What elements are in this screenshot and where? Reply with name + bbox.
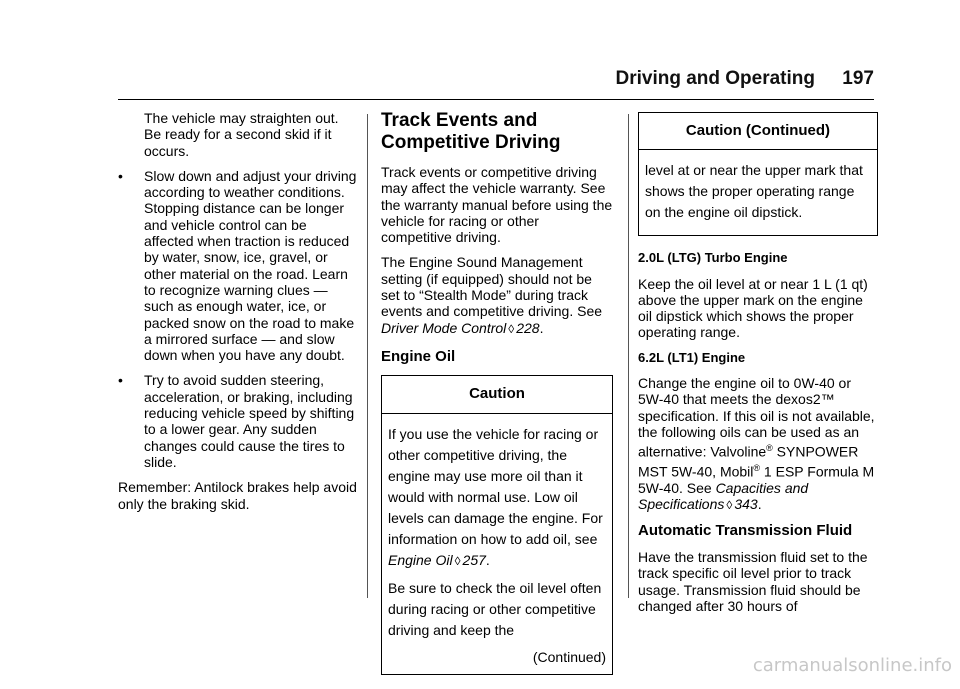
page-ref-icon: ◊ xyxy=(454,553,461,568)
lt1-engine-text: Change the engine oil to 0W-40 or 5W-40 that meets the dexos2™ specification. If this oil is not available, the following oils can be used as an alternative: Valvoline® SYNPOWER MST 5W-40, Mobil® 1 ESP Formula M 5W-40. See Capacities and Specifications ◊ 343. xyxy=(638,375,875,513)
registered-mark: ® xyxy=(753,463,761,474)
atf-text: Have the transmission fluid set to the track specific oil level prior to track usage. Transmission fluid should be changed after 30 hours of xyxy=(638,549,868,614)
capacities-link[interactable]: Capacities and Specifications xyxy=(638,480,809,513)
page-ref-icon: ◊ xyxy=(726,498,733,513)
page-ref-number[interactable]: 228 xyxy=(516,319,540,336)
watermark: carmanualsonline.info xyxy=(752,655,952,676)
driver-mode-control-link[interactable]: Driver Mode Control xyxy=(381,319,507,336)
ltg-engine-text: Keep the oil level at or near 1 L (1 qt) above the upper mark on the engine oil dipstick which shows the proper operating range. xyxy=(638,275,868,341)
continued-label: (Continued) xyxy=(532,648,606,665)
page-number: 197 xyxy=(842,68,874,89)
caution-text-2: Be sure to check the oil level often during racing or other competitive driving and keep the xyxy=(388,579,602,638)
engine-sound-text: The Engine Sound Management setting (if equipped) should not be set to “Stealth Mode” during track events and competitive driving. See Driver Mode Control ◊ 228. xyxy=(381,254,603,336)
caution-box xyxy=(381,375,613,674)
bullet-marker: • xyxy=(118,167,123,184)
page-ref-number[interactable]: 343 xyxy=(734,496,758,513)
list-item xyxy=(118,168,358,364)
bullet-text: Try to avoid sudden steering, acceleration, or braking, including reducing vehicle speed by shifting to a lower gear. Any sudden changes could cause the tires to slide. xyxy=(144,372,355,470)
skid-continuation-text: The vehicle may straighten out. Be ready for a second skid if it occurs. xyxy=(144,110,339,159)
caution-continued-text: level at or near the upper mark that shows the proper operating range on the engine oil dipstick. xyxy=(645,162,863,221)
header-rule xyxy=(118,99,874,100)
ltg-engine-heading: 2.0L (LTG) Turbo Engine xyxy=(638,250,788,266)
engine-oil-link[interactable]: Engine Oil xyxy=(388,551,453,568)
section-title: Driving and Operating xyxy=(615,68,816,89)
caution-text: If you use the vehicle for racing or other competitive driving, the engine may use more oil than it would with normal use. Low oil levels can damage the engine. For information on how to add oil, see Engine Oil ◊ 257. xyxy=(388,425,603,568)
page-ref-number[interactable]: 257 xyxy=(462,551,486,568)
page-ref-icon: ◊ xyxy=(508,321,515,336)
column-divider-1 xyxy=(367,114,368,598)
bullet-marker: • xyxy=(118,372,123,389)
bullet-text: Slow down and adjust your driving according to weather conditions. Stopping distance can be longer and vehicle control can be affected when traction is reduced by water, snow, ice, gravel, or other material on the road. Learn to recognize warning clues — such as enough water, ice, or packed snow on the road to make a mirrored surface — and slow down when you have any doubt. xyxy=(144,167,357,364)
registered-mark: ® xyxy=(766,443,773,454)
page-header xyxy=(0,68,874,90)
column-divider-2 xyxy=(628,114,629,598)
caution-continued-title: Caution (Continued) xyxy=(639,113,877,150)
list-item xyxy=(118,372,358,470)
remember-note: Remember: Antilock brakes help avoid only the braking skid. xyxy=(118,479,357,512)
caution-box-continued xyxy=(638,112,878,236)
column-2 xyxy=(381,110,613,689)
lt1-engine-heading: 6.2L (LT1) Engine xyxy=(638,349,746,365)
atf-heading: Automatic Transmission Fluid xyxy=(638,521,853,539)
engine-oil-heading: Engine Oil xyxy=(381,347,456,365)
track-events-text: Track events or competitive driving may affect the vehicle warranty. See the warranty manual before using the vehicle for racing or other competitive driving. xyxy=(381,164,613,246)
column-3 xyxy=(638,110,878,623)
column-1 xyxy=(118,110,358,521)
track-events-heading: Track Events and Competitive Driving xyxy=(381,110,561,153)
caution-title: Caution xyxy=(382,376,612,413)
